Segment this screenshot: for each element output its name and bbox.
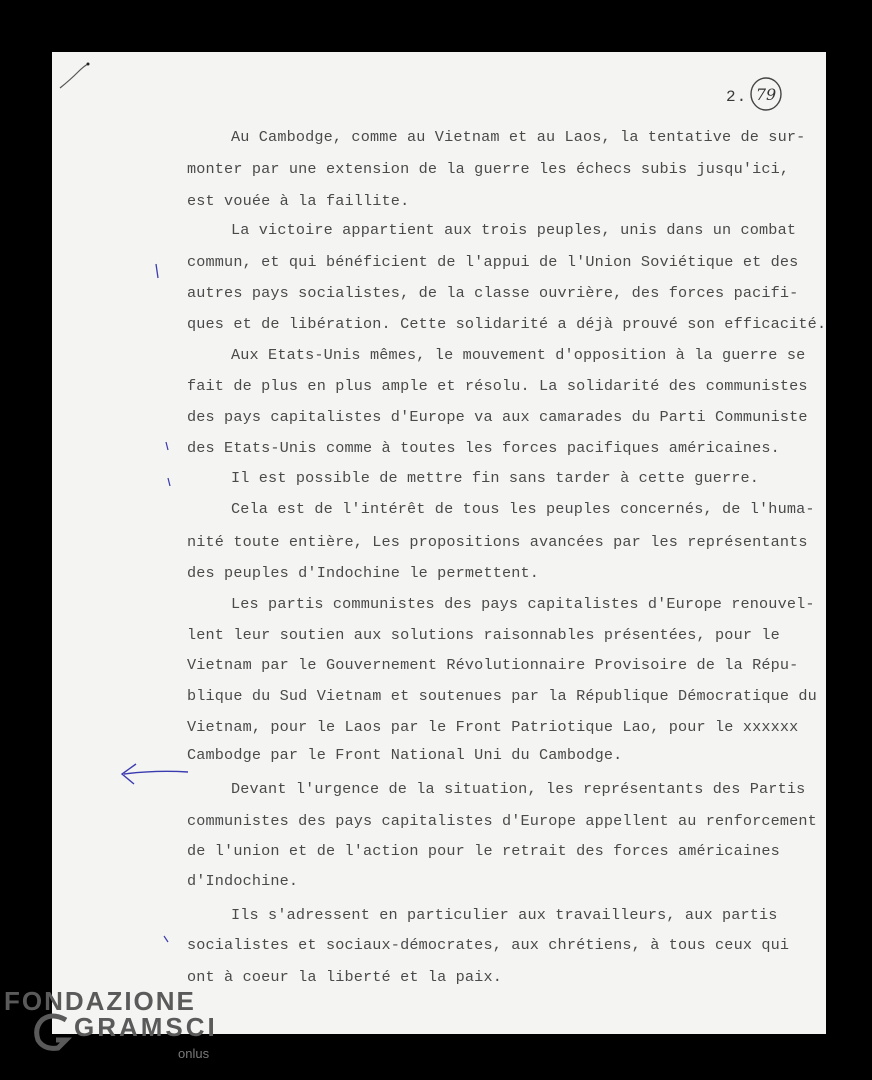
text-line: des Etats-Unis comme à toutes les forces pacifiques américaines. (187, 439, 780, 457)
text-line: nité toute entière, Les propositions avancées par les représentants (187, 533, 808, 551)
text-line: des pays capitalistes d'Europe va aux camarades du Parti Communiste (187, 408, 808, 426)
text-line: Les partis communistes des pays capitalistes d'Europe renouvel- (231, 595, 815, 613)
text-line: Devant l'urgence de la situation, les représentants des Partis (231, 780, 806, 798)
text-line: socialistes et sociaux-démocrates, aux chrétiens, à tous ceux qui (187, 936, 790, 954)
text-line: de l'union et de l'action pour le retrait des forces américaines (187, 842, 780, 860)
text-line: monter par une extension de la guerre les échecs subis jusqu'ici, (187, 160, 790, 178)
margin-tick (162, 476, 178, 490)
page-number: 2. (726, 88, 748, 106)
margin-arrow-icon (116, 758, 196, 788)
text-line: autres pays socialistes, de la classe ouvrière, des forces pacifi- (187, 284, 799, 302)
text-line: Cambodge par le Front National Uni du Cambodge. (187, 746, 623, 764)
text-line: ques et de libération. Cette solidarité a déjà prouvé son efficacité. (187, 315, 827, 333)
margin-tick (150, 262, 166, 282)
text-line: Au Cambodge, comme au Vietnam et au Laos, la tentative de sur- (231, 128, 806, 146)
text-line: communistes des pays capitalistes d'Europe appellent au renforcement (187, 812, 817, 830)
text-line: blique du Sud Vietnam et soutenues par la République Démocratique du (187, 687, 817, 705)
text-line: Vietnam, pour le Laos par le Front Patriotique Lao, pour le xxxxxx (187, 718, 799, 736)
text-line: d'Indochine. (187, 872, 299, 890)
text-line: lent leur soutien aux solutions raisonnables présentées, pour le (187, 626, 780, 644)
margin-tick (160, 440, 176, 454)
text-line: fait de plus en plus ample et résolu. La solidarité des communistes (187, 377, 808, 395)
text-line: Cela est de l'intérêt de tous les peuples concernés, de l'huma- (231, 500, 815, 518)
text-line: Il est possible de mettre fin sans tarder à cette guerre. (231, 469, 760, 487)
watermark-suffix: onlus (178, 1046, 210, 1061)
margin-tick (160, 934, 176, 948)
text-line: La victoire appartient aux trois peuples, unis dans un combat (231, 221, 797, 239)
watermark-subtitle: GRAMSCI (74, 1012, 218, 1042)
text-line: Vietnam par le Gouvernement Révolutionnaire Provisoire de la Répu- (187, 656, 799, 674)
text-line: est vouée à la faillite. (187, 192, 410, 210)
watermark-title: FONDAZIONE (4, 986, 196, 1016)
corner-scribble (56, 60, 96, 92)
text-line: commun, et qui bénéficient de l'appui de l'Union Soviétique et des (187, 253, 799, 271)
text-line: Ils s'adressent en particulier aux travailleurs, aux partis (231, 906, 778, 924)
text-line: ont à coeur la liberté et la paix. (187, 968, 502, 986)
handwritten-page-number: 79 (755, 85, 777, 104)
handwritten-page-circle (748, 76, 784, 112)
text-line: Aux Etats-Unis mêmes, le mouvement d'opposition à la guerre se (231, 346, 806, 364)
text-line: des peuples d'Indochine le permettent. (187, 564, 540, 582)
